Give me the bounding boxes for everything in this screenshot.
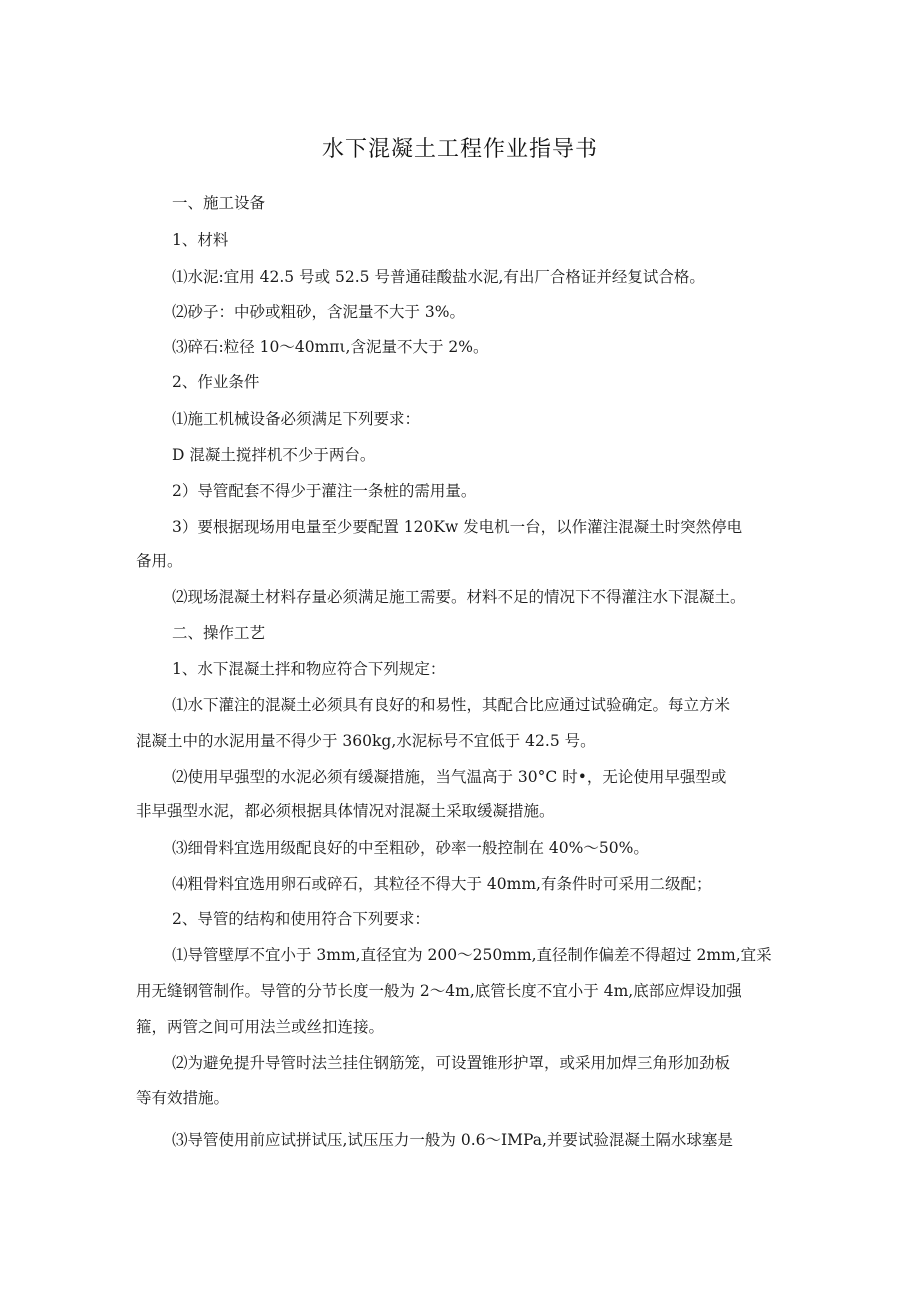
paragraph-line: 3）要根据现场用电量至少要配置 120Kw 发电机一台，以作灌注混凝土时突然停电 [172,518,743,536]
paragraph-line: ⑷粗骨料宜选用卵石或碎石，其粒径不得大于 40mm,有条件时可采用二级配； [172,875,712,893]
paragraph-line: ⑴水泥:宜用 42.5 号或 52.5 号普通硅酸盐水泥,有出厂合格证并经复试合格。 [172,268,705,286]
paragraph-line: D 混凝土搅拌机不少于两台。 [172,446,376,464]
paragraph-line: ⑴施工机械设备必须满足下列要求： [172,410,421,428]
section-heading: 一、施工设备 [172,194,266,212]
paragraph-line: 非早强型水泥，都必须根据具体情况对混凝土采取缓凝措施。 [136,802,555,820]
subsection-heading: 2、导管的结构和使用符合下列要求： [172,910,430,928]
paragraph-line: ⑵砂子：中砂或粗砂，含泥量不大于 3%。 [172,303,466,321]
paragraph-line: ⑶细骨料宜选用级配良好的中至粗砂，砂率一般控制在 40%～50%。 [172,839,649,857]
paragraph-line: 2）导管配套不得少于灌注一条桩的需用量。 [172,482,477,500]
subsection-heading: 1、水下混凝土拌和物应符合下列规定： [172,660,446,678]
paragraph-line: 箍，两管之间可用法兰或丝扣连接。 [136,1018,385,1036]
subsection-heading: 1、材料 [172,231,229,249]
paragraph-line: 备用。 [136,552,183,570]
paragraph-line: ⑶碎石:粒径 10～40mπι,含泥量不大于 2%。 [172,338,489,356]
paragraph-line: ⑵为避免提升导管时法兰挂住钢筋笼，可设置锥形护罩，或采用加焊三角形加劲板 [172,1054,731,1072]
paragraph-line: ⑴水下灌注的混凝土必须具有良好的和易性，其配合比应通过试验确定。每立方米 [172,696,731,714]
section-heading: 二、操作工艺 [172,624,266,642]
paragraph-line: 混凝土中的水泥用量不得少于 360kg,水泥标号不宜低于 42.5 号。 [136,732,596,750]
paragraph-line: 用无缝钢管制作。导管的分节长度一般为 2～4m,底管长度不宜小于 4m,底部应焊设加强 [136,982,742,1000]
page-title: 水下混凝土工程作业指导书 [321,137,598,162]
subsection-heading: 2、作业条件 [172,373,260,391]
paragraph-line: ⑵现场混凝土材料存量必须满足施工需要。材料不足的情况下不得灌注水下混凝土。 [172,588,746,606]
paragraph-line: 等有效措施。 [136,1089,230,1107]
paragraph-line: ⑵使用早强型的水泥必须有缓凝措施，当气温高于 30°C 时•，无论使用早强型或 [172,768,727,786]
paragraph-line: ⑶导管使用前应试拼试压,试压压力一般为 0.6～IMPa,并要试验混凝土隔水球塞是 [172,1131,733,1149]
paragraph-line: ⑴导管壁厚不宜小于 3mm,直径宜为 200～250mm,直径制作偏差不得超过 2mm,宜采 [172,946,772,964]
